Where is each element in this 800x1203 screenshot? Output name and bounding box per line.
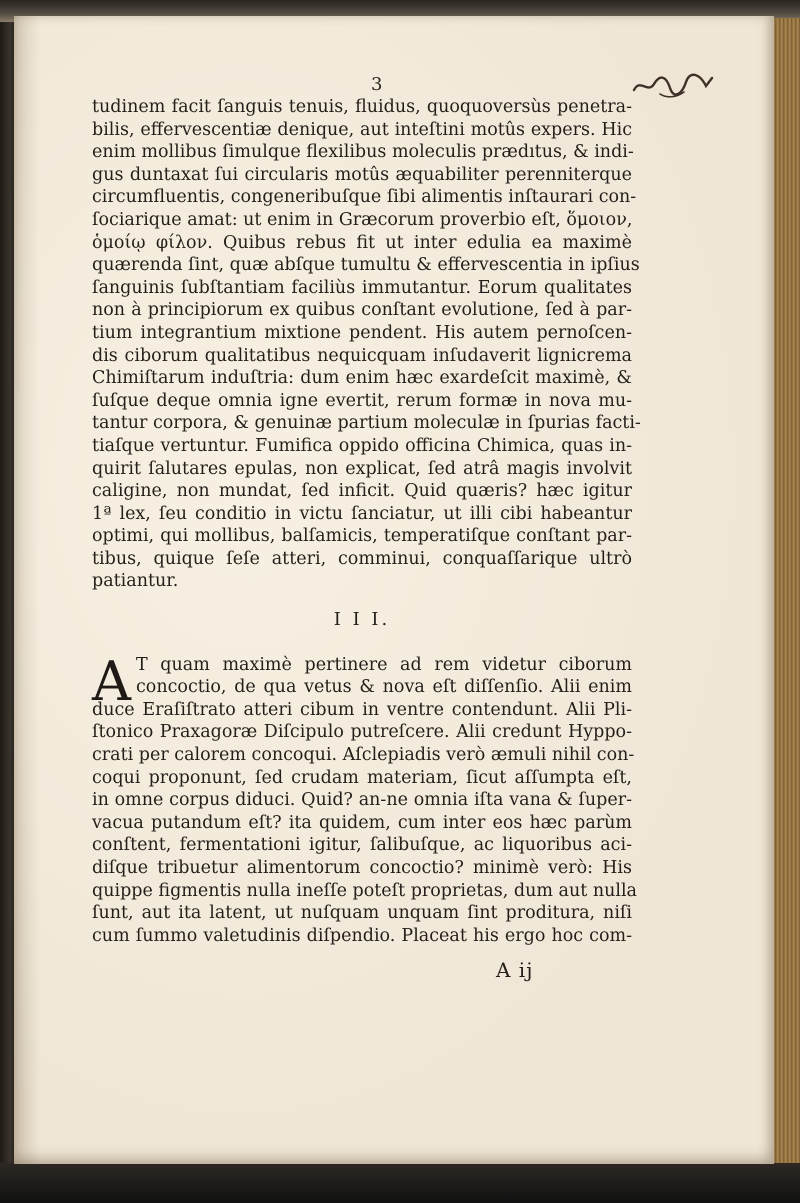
text-line: crati per calorem concoqui. Aſclepiadis verò æmuli nihil con-: [92, 745, 635, 766]
text-line: tantur corpora, & genuinæ partium moleculæ in ſpurias facti-: [92, 413, 641, 434]
text-line: ſociarique amat: ut enim in Græcorum proverbio eſt, ὅμοιον,: [92, 209, 633, 230]
text-line: ſtonico Praxagoræ Diſcipulo putreſcere. Alii credunt Hyppo-: [92, 722, 632, 743]
text-line: conſtent, fermentationi igitur, ſalibuſque, ac liquoribus aci-: [92, 835, 632, 856]
text-line: tium integrantium mixtione pendent. His autem pernoſcen-: [92, 322, 632, 343]
text-line: ſuſque deque omnia igne evertit, rerum formæ in nova mu-: [92, 390, 632, 411]
text-line: non à principiorum ex quibus conſtant evolutione, ſed à par-: [92, 300, 632, 321]
text-line: diſque tribuetur alimentorum concoctio? minimè verò: His: [92, 858, 632, 878]
text-line: cum ſummo valetudinis diſpendio. Placeat his ergo hoc com-: [92, 925, 632, 946]
paragraph-2: [92, 649, 637, 948]
manuscript-annotation-mark: [630, 64, 716, 104]
text-line: patiantur.: [92, 571, 179, 592]
text-line: quirit ſalutares epulas, non explicat, ſed atrâ magis involvit: [92, 458, 632, 479]
text-line: tibus, quique ſeſe atteri, comminui, conquaſſarique ultrò: [92, 548, 632, 569]
text-line: ſanguinis ſubſtantiam faciliùs immutantur. Eorum qualitates: [92, 277, 632, 298]
text-line: vacua putandum eſt? ita quidem, cum inter eos hæc parùm: [92, 812, 632, 833]
book-fore-edge: [772, 18, 800, 1178]
body-text: [92, 96, 641, 947]
paragraph-1: [92, 96, 641, 593]
page-number: 3: [371, 74, 383, 95]
text-line: quippe figmentis nulla ineſſe poteſt proprietas, dum aut nulla: [92, 880, 637, 901]
text-line: circumfluentis, congeneribuſque ſibi alimentis inſtaurari con-: [92, 187, 637, 208]
drop-cap: A: [92, 649, 131, 713]
text-line: tudinem facit ſanguis tenuis, fluidus, quoquoversùs penetra-: [92, 97, 632, 117]
text-line: concoctio, de qua vetus & nova eſt diſſenſio. Alii enim: [136, 677, 632, 698]
text-line: gus duntaxat ſui circularis motûs æquabiliter perenniterque: [92, 164, 632, 185]
text-line: quærenda ſint, quæ abſque tumultu & effervescentia in ipſius: [92, 255, 640, 276]
section-heading: I I I.: [333, 609, 391, 631]
text-line: ſunt, aut ita latent, ut nuſquam unquam ſint proditura, niſi: [92, 903, 632, 924]
text-line: caligine, non mundat, ſed inficit. Quid quæris? hæc igitur: [92, 481, 632, 502]
text-line: in omne corpus diduci. Quid? an-ne omnia iſta vana & ſuper-: [92, 790, 632, 811]
text-line: enim mollibus ſimulque flexilibus moleculis prædıtus, & indi-: [92, 142, 634, 163]
text-line: T quam maximè pertinere ad rem videtur ciborum: [136, 654, 632, 675]
text-line: bilis, effervescentiæ denique, aut inteſtini motûs expers. Hic: [92, 119, 632, 140]
paragraph-2-body: [92, 699, 637, 948]
text-line: Chimiſtarum induſtria: dum enim hæc exardeſcit maximè, &: [92, 368, 632, 389]
text-line: coqui proponunt, ſed crudam materiam, ſicut aſſumpta eſt,: [92, 767, 632, 788]
book-page: [14, 16, 774, 1164]
paragraph-2-opening: [92, 654, 632, 699]
signature-mark: A ij: [496, 958, 534, 982]
text-line: optimi, qui mollibus, balſamicis, temperatiſque conſtant par-: [92, 526, 632, 547]
text-line: dis ciborum qualitatibus nequicquam inſudaverit lignicrema: [92, 345, 632, 366]
text-line: duce Eraſiſtrato atteri cibum in ventre contendunt. Alii Pli-: [92, 699, 632, 720]
book-bottom-edge: [0, 1163, 800, 1203]
text-line: 1ª lex, ſeu conditio in victu ſanciatur, ut illi cibi habeantur: [92, 503, 632, 524]
text-line: ὁμοίῳ φίλον. Quibus rebus fit ut inter edulia ea maximè: [92, 232, 632, 253]
text-line: tiaſque vertuntur. Fumifica oppido officina Chimica, quas in-: [92, 435, 632, 456]
